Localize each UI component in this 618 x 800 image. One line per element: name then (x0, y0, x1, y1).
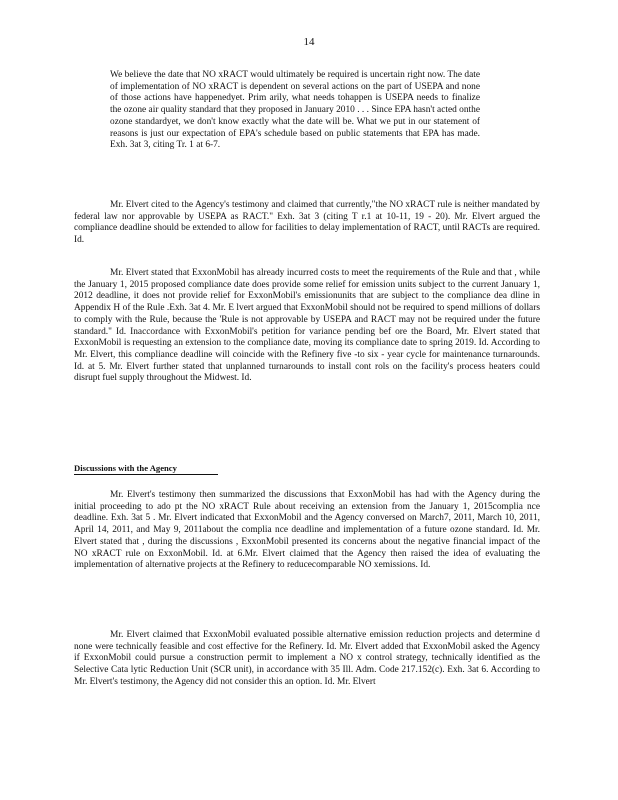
paragraph-4: Mr. Elvert claimed that ExxonMobil evaluated possible alternative emission reduction projects and determine d none were technically feasible and cost effective for the Refinery. Id. Mr. Elvert added that ExxonMobil asked the Agency if ExxonMobil could pursue a construction permit to implement a NO x control strategy, technically identified as the Selective Cata lytic Reduction Unit (SCR unit), in accordance with 35 Ill. Adm. Code 217.152(c). Exh. 3at 6. According to Mr. Elvert's testimony, the Agency did not consider this an option. Id. Mr. Elvert (74, 630, 540, 687)
paragraph-3: Mr. Elvert's testimony then summarized the discussions that ExxonMobil has had with the Agency during the initial proceeding to ado pt the NO xRACT Rule about receiving an extension from the January 1, 2015complia nce deadline. Exh. 3at 5 . Mr. Elvert indicated that ExxonMobil and the Agency conversed on March7, 2011, March 10, 2011, April 14, 2011, and May 9, 2011about the complia nce deadline and implementation of a future ozone standard. Id. Mr. Elvert stated that , during the discussions , ExxonMobil presented its concerns about the negative financial impact of the NO xRACT rule on ExxonMobil. Id. at 6.Mr. Elvert claimed that the Agency then raised the idea of evaluating the implementation of alternative projects at the Refinery to reducecomparable NO xemissions. Id. (74, 490, 540, 571)
section-heading: Discussions with the Agency (74, 463, 218, 475)
block-quote: We believe the date that NO xRACT would ultimately be required is uncertain right now. The date of implementation of NO xRACT is dependent on several actions on the part of USEPA and none of those actions have happenedyet. Prim arily, what needs tohappen is USEPA needs to finalize the ozone air quality standard that they proposed in January 2010 . . . Since EPA hasn't acted onthe ozone standardyet, we don't know exactly what the date will be. What we put in our statement of reasons is just our expectation of EPA's schedule based on public statements that EPA has made. Exh. 3at 3, citing Tr. 1 at 6-7. (110, 70, 480, 151)
page-number: 14 (303, 36, 315, 48)
paragraph-2: Mr. Elvert stated that ExxonMobil has already incurred costs to meet the requirements of the Rule and that , while the January 1, 2015 proposed compliance date does provide some relief for emission units subject to the current January 1, 2012 deadline, it does not provide relief for ExxonMobil's emissionunits that are subject to the compliance dea dline in Appendix H of the Rule .Exh. 3at 4. Mr. E lvert argued that ExxonMobil should not be required to spend millions of dollars to comply with the Rule, because the 'Rule is not approvable by USEPA and RACT may not be required under the future standard." Id. Inaccordance with ExxonMobil's petition for variance pending bef ore the Board, Mr. Elvert stated that ExxonMobil is requesting an extension to the compliance date, moving its compliance date to spring 2019. Id. According to Mr. Elvert, this compliance deadline will coincide with the Refinery five -to six - year cycle for maintenance turnarounds. Id. at 5. Mr. Elvert further stated that unplanned turnarounds to install cont rols on the facility's process heaters could disrupt fuel supply throughout the Midwest. Id. (74, 268, 540, 384)
paragraph-1: Mr. Elvert cited to the Agency's testimony and claimed that currently,"the NO xRACT rule is neither mandated by federal law nor approvable by USEPA as RACT." Exh. 3at 3 (citing T r.1 at 10-11, 19 - 20). Mr. Elvert argued the compliance deadline should be extended to allow for facilities to delay implementation of RACT, until RACTs are required. Id. (74, 200, 540, 246)
